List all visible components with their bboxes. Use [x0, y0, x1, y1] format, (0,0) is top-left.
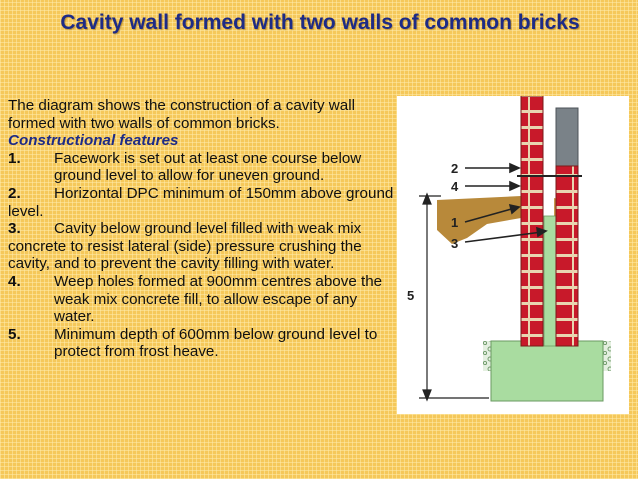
feature-text: Facework is set out at least one course below ground level to allow for uneven ground. — [54, 149, 362, 185]
feature-item-3 — [8, 220, 400, 273]
feature-text: Horizontal DPC minimum of 150mm above ground level. — [8, 184, 394, 220]
inner-leaf-block — [556, 108, 578, 166]
feature-number: 4. — [8, 272, 21, 290]
inner-leaf-bricks — [556, 166, 578, 346]
feature-number: 2. — [8, 184, 21, 202]
feature-item-5 — [8, 326, 400, 361]
feature-item-2 — [8, 185, 400, 220]
label-3: 3 — [451, 236, 459, 251]
feature-number: 5. — [8, 325, 21, 343]
concrete-foundation — [491, 341, 603, 401]
feature-item-1 — [8, 150, 400, 185]
label-5: 5 — [407, 288, 415, 303]
outer-leaf-bricks — [521, 96, 543, 346]
feature-text: Minimum depth of 600mm below ground level to protect from frost heave. — [54, 325, 378, 361]
feature-text: Cavity below ground level filled with weak mix concrete to resist lateral (side) pressure crushing the cavity, and to prevent the cavity filling with water. — [8, 220, 362, 273]
subheading: Constructional features — [8, 132, 179, 150]
feature-item-4 — [8, 273, 400, 326]
label-1: 1 — [451, 215, 459, 230]
feature-number: 3. — [8, 220, 21, 238]
feature-number: 1. — [8, 149, 21, 167]
cavity-wall-diagram — [397, 96, 629, 414]
slide-title: Cavity wall formed with two walls of common bricks — [60, 11, 580, 34]
body-text — [8, 97, 400, 361]
label-2: 2 — [451, 161, 459, 176]
label-4: 4 — [451, 179, 459, 194]
cavity-fill — [544, 216, 556, 346]
feature-text: Weep holes formed at 900mm centres above the weak mix concrete fill, to allow escape of any water. — [54, 272, 383, 326]
intro-paragraph: The diagram shows the construction of a cavity wall formed with two walls of common bricks. — [8, 97, 355, 132]
